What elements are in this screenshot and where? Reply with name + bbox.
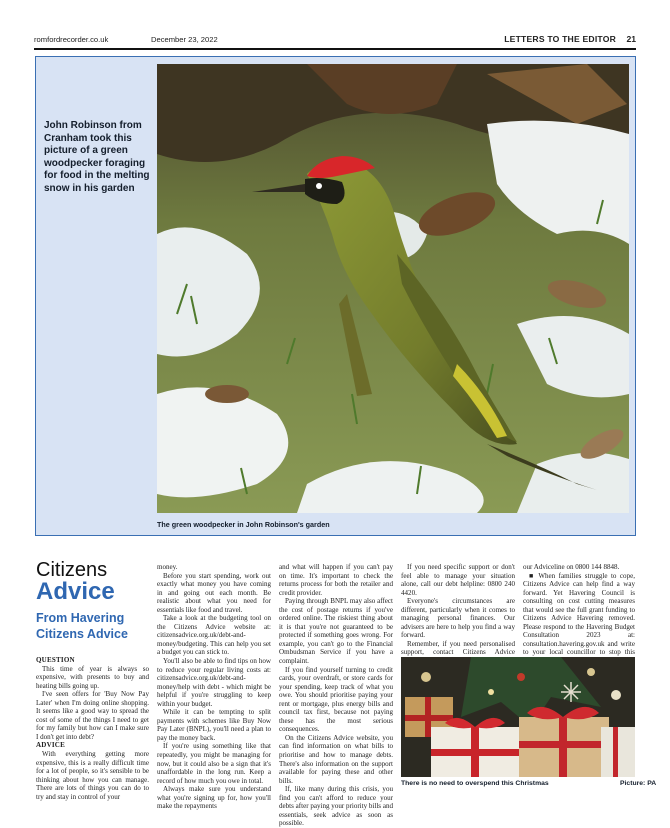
article-column-5: [523, 563, 635, 666]
photo-bottom-caption: The green woodpecker in John Robinson's garden: [157, 520, 330, 529]
paragraph: ■ When families struggle to cope, Citizens Advice can help find a way forward. Yet Havering Council is consulting on cost cutting measures that would see the full grant funding to Citizens Advice Havering removed. Please respond to the Havering Budget Consultation 2023 at: consultation.havering.gov.uk and write to your local councillor to stop this: [523, 571, 635, 657]
site-url[interactable]: romfordrecorder.co.uk: [34, 35, 109, 44]
paragraph: our Adviceline on 0800 144 8848.: [523, 563, 620, 571]
paragraph: Take a look at the budgeting tool on the Citizens Advice website at: citizensadvice.org.uk/debt-and-money/budgeting. This can help you set a budget you can stick to.: [157, 614, 271, 657]
paragraph: If you're using something like that repeatedly, you might be managing for now, but it could also be a sign that it's unaffordable in the long run. Keep a record of how much you owe in total.: [157, 742, 271, 785]
article-column-2: [157, 563, 271, 811]
paragraph: While it can be tempting to split payments with schemes like Buy Now Pay Later (BNPL), you'll need a plan to pay the money back.: [157, 708, 271, 742]
paragraph: and what will happen if you can't pay on time. It's important to check the returns process for both the retailer and credit provider.: [279, 563, 393, 597]
paragraph: Everyone's circumstances are different, particularly when it comes to managing personal finances. Our advisers are here to help you find a way forward.: [401, 597, 515, 640]
article-column-4: [401, 563, 515, 666]
paragraph: If you need specific support or don't feel able to manage your situation alone, call our debt helpline: 0800 240 4420.: [401, 563, 515, 597]
article-title-citizens: Citizens: [36, 559, 108, 581]
photo-box: [35, 56, 636, 536]
page-header: [34, 34, 636, 48]
photo-side-caption: John Robinson from Cranham took this picture of a green woodpecker foraging for food in the melting snow in his garden: [44, 120, 150, 194]
paragraph: money.: [157, 563, 178, 571]
christmas-photo-caption: There is no need to overspend this Christmas: [401, 780, 549, 787]
paragraph: Always make sure you understand what you're signing up for, how you'll make the repayments: [157, 785, 271, 811]
woodpecker-illustration: [157, 64, 629, 513]
paragraph: Remember, if you need personalised support, contact Citizens Advice: [401, 639, 515, 657]
section-title: LETTERS TO THE EDITOR: [504, 34, 616, 44]
christmas-photo: [401, 657, 635, 777]
woodpecker-photo: [157, 64, 629, 513]
paragraph: With everything getting more expensive, this is a really difficult time for a lot of people, so it's sensible to be thinking about how you can manage. There are lots of things you can do to try and stay in control of your: [36, 750, 149, 801]
paragraph: Before you start spending, work out exactly what money you have coming in and going out each month. Be realistic about what you need for essentials like food and travel.: [157, 571, 271, 614]
paragraph: This time of year is always so expensive, with presents to buy and heating bills going up.: [36, 664, 149, 690]
advice-label: ADVICE: [36, 741, 65, 750]
paragraph: On the Citizens Advice website, you can find information on what bills to prioritise and how to manage debts. There's also information on the support available for paying these and other bills.: [279, 733, 393, 785]
article-byline: From Havering Citizens Advice: [36, 611, 128, 641]
paragraph: If, like many during this crisis, you find you can't afford to reduce your debts after paying your priority bills and essentials, seek advice as soon as possible.: [279, 785, 393, 828]
header-rule: [34, 48, 636, 50]
christmas-photo-credit: Picture: PA: [620, 780, 657, 787]
paragraph: I've seen offers for 'Buy Now Pay Later' when I'm doing online shopping. It seems like a good way to spread the cost of some of the things I need to get for my family but how can I make sure I don't get into debt?: [36, 690, 149, 741]
paragraph: You'll also be able to find tips on how to reduce your regular living costs at: citizensadvice.org.uk/debt-and-money/help with debt - which might be helpful if you're struggling to keep within your budget.: [157, 657, 271, 708]
article-title-advice: Advice: [36, 578, 115, 605]
paragraph: Paying through BNPL may also affect the cost of postage returns if you've ordered online. The riskiest thing about it is that you're not guaranteed to be protected if something goes wrong. For example, you can't go to the Financial Ombudsman Service if you have a complaint.: [279, 597, 393, 666]
paragraph: If you find yourself turning to credit cards, your overdraft, or store cards for your spending, keep track of what you owe. You should prioritise paying your rent or mortgage, plus energy bills and council tax first, because not paying these has the most serious consequences.: [279, 665, 393, 734]
question-label: QUESTION: [36, 656, 75, 664]
article-column-3: [279, 563, 393, 828]
article-column-1: [36, 656, 149, 801]
christmas-gifts-illustration: [401, 657, 635, 777]
issue-date: December 23, 2022: [151, 35, 218, 44]
page-number: 21: [626, 34, 636, 44]
